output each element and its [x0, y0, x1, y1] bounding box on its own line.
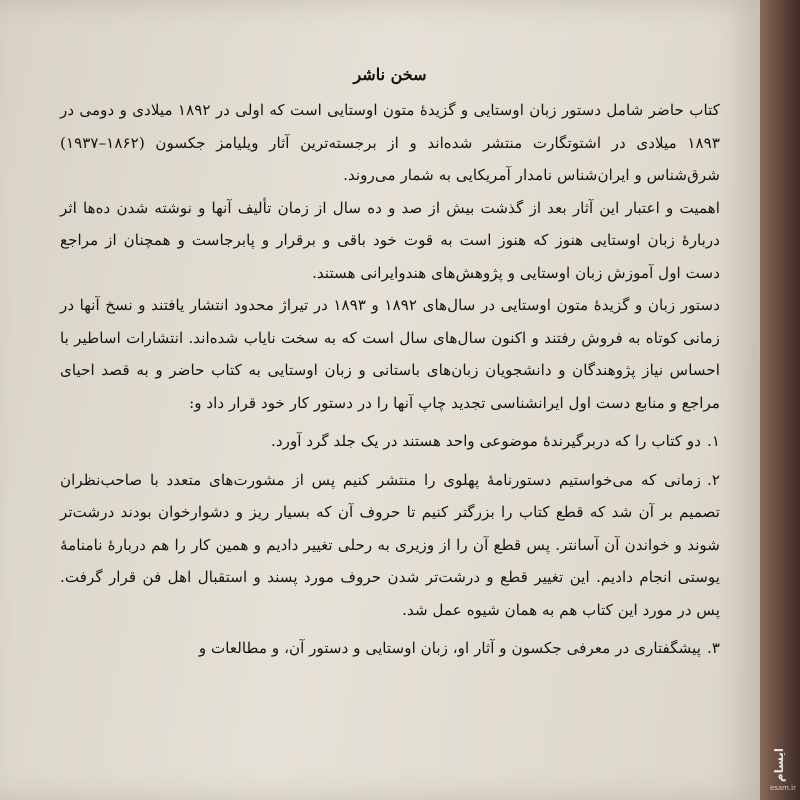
list-number: ۱. — [707, 432, 720, 450]
list-text: زمانی که می‌خواستیم دستورنامهٔ پهلوی را منتشر کنیم پس از مشورت‌های متعدد با صاحب‌نظران تصمیم بر آن شد که قطع کتاب را بزرگتر کنیم تا حروف آن که بسیار ریز و دشوارخوان بودند درشت‌تر شوند و خواندن آن آسانتر. پس قطع آن را از وزیری به رحلی تغییر دادیم و همین کار را هم دربارهٔ نامنامهٔ یوستی انجام دادیم. این تغییر قطع و درشت‌تر شدن حروف مورد پسند و استقبال اهل فن قرار گرفت. پس در مورد این کتاب هم به همان شیوه عمل شد. — [60, 470, 720, 619]
watermark-url: esam.ir — [769, 784, 796, 792]
paragraph-3: دستور زبان و گزیدهٔ متون اوستایی در سال‌های ۱۸۹۲ و ۱۸۹۳ در تیراژ محدود انتشار یافتند و نسخ آنها در زمانی کوتاه به فروش رفتند و اکنون سال‌های سال است که به سخت نایاب شده‌اند. انتشارات اساطیر با احساس نیاز پژوهندگان و دانشجویان زبان‌های باستانی و زبان اوستایی به کتاب حاضر و به قصد احیای مراجع و منابع دست اول ایرانشناسی تجدید چاپ آنها را در دستور کار خود قرار داد و: — [60, 296, 720, 412]
list-number: ۳. — [707, 639, 720, 657]
list-item-1 — [60, 425, 720, 458]
book-spine — [760, 0, 800, 800]
list-text: دو کتاب را که دربرگیرندهٔ موضوعی واحد هستند در یک جلد گرد آورد. — [271, 432, 701, 450]
paragraph-1: کتاب حاضر شامل دستور زبان اوستایی و گزیدهٔ متون اوستایی است که اولی در ۱۸۹۲ میلادی و دومی در ۱۸۹۳ میلادی در اشتوتگارت منتشر شده‌اند و از برجسته‌ترین آثار ویلیامز جکسون (۱۸۶۲–۱۹۳۷) شرق‌شناس و ایران‌شناس نامدار آمریکایی به شمار می‌روند. — [60, 101, 720, 184]
watermark-text: ایسام — [772, 747, 786, 782]
list-text: پیشگفتاری در معرفی جکسون و آثار او، زبان اوستایی و دستور آن، و مطالعات و — [198, 639, 701, 657]
list-item-3 — [60, 632, 720, 665]
page-content — [60, 60, 720, 665]
watermark-logo — [752, 724, 796, 794]
paragraph-2: اهمیت و اعتبار این آثار بعد از گذشت بیش از صد و ده سال از زمان تألیف آنها و نوشته شدن ده‌ها اثر دربارهٔ زبان اوستایی هنوز که هنوز است به قوت خود باقی و برقرار و پابرجاست و همچنان از مراجع دست اول آموزش زبان اوستایی و پژوهش‌های هندوایرانی هستند. — [60, 198, 720, 282]
section-title: سخن ناشر — [353, 65, 427, 84]
list-number: ۲. — [707, 470, 720, 489]
list-item-2 — [60, 464, 720, 627]
